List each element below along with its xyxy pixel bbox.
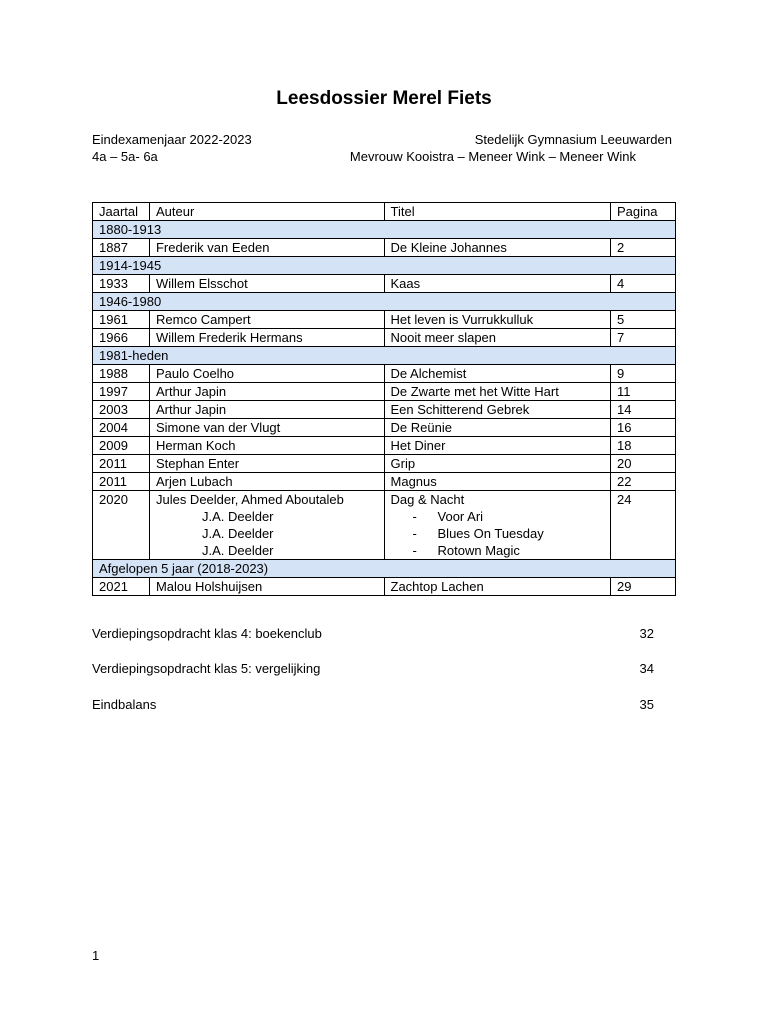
table-header-row <box>93 203 676 221</box>
meta-line-2 <box>92 149 672 167</box>
cell-year: 2020 <box>93 491 150 560</box>
cell-title: Nooit meer slapen <box>384 329 611 347</box>
cell-page: 2 <box>611 239 676 257</box>
header-title: Titel <box>384 203 611 221</box>
period-row <box>93 293 676 311</box>
extra-label: Eindbalans <box>92 697 157 712</box>
header-year: Jaartal <box>93 203 150 221</box>
cell-page: 4 <box>611 275 676 293</box>
cell-page: 11 <box>611 383 676 401</box>
table-row-multi <box>93 491 676 560</box>
cell-title: De Reünie <box>384 419 611 437</box>
sub-title: Blues On Tuesday <box>437 526 544 541</box>
dash-bullet: - <box>412 509 417 524</box>
table-row <box>93 275 676 293</box>
cell-author: Paulo Coelho <box>149 365 384 383</box>
period-row <box>93 221 676 239</box>
cell-title: Zachtop Lachen <box>384 578 611 596</box>
extra-label: Verdiepingsopdracht klas 5: vergelijking <box>92 661 321 676</box>
cell-title: Een Schitterend Gebrek <box>384 401 611 419</box>
cell-author: Remco Campert <box>149 311 384 329</box>
table-row <box>93 578 676 596</box>
cell-title: Grip <box>384 455 611 473</box>
cell-year: 2003 <box>93 401 150 419</box>
header-page: Pagina <box>611 203 676 221</box>
cell-title: Magnus <box>384 473 611 491</box>
cell-page: 14 <box>611 401 676 419</box>
period-row <box>93 347 676 365</box>
cell-page: 7 <box>611 329 676 347</box>
cell-year: 2021 <box>93 578 150 596</box>
cell-year: 1988 <box>93 365 150 383</box>
cell-author: Willem Elsschot <box>149 275 384 293</box>
cell-year: 2011 <box>93 455 150 473</box>
table-row <box>93 473 676 491</box>
cell-page: 24 <box>611 491 676 560</box>
table-row <box>93 401 676 419</box>
period-label: 1880-1913 <box>93 221 676 239</box>
sub-title: Rotown Magic <box>437 543 520 558</box>
document-title: Leesdossier Merel Fiets <box>276 88 492 109</box>
cell-author: Herman Koch <box>149 437 384 455</box>
cell-page: 16 <box>611 419 676 437</box>
sub-author: J.A. Deelder <box>201 543 274 558</box>
reading-table <box>92 202 676 596</box>
cell-year: 1966 <box>93 329 150 347</box>
cell-title: Het leven is Vurrukkulluk <box>384 311 611 329</box>
cell-page: 18 <box>611 437 676 455</box>
sub-title: Voor Ari <box>437 509 484 524</box>
sub-title-item <box>391 508 605 525</box>
cell-page: 22 <box>611 473 676 491</box>
sub-title-item <box>391 525 605 542</box>
dash-bullet: - <box>412 543 417 558</box>
table-row <box>93 383 676 401</box>
period-label: 1981-heden <box>93 347 676 365</box>
table-row <box>93 329 676 347</box>
period-label: Afgelopen 5 jaar (2018-2023) <box>93 560 676 578</box>
cell-author: Arthur Japin <box>149 401 384 419</box>
table-row <box>93 365 676 383</box>
extra-page: 32 <box>639 626 654 641</box>
cell-year: 1887 <box>93 239 150 257</box>
cell-page: 29 <box>611 578 676 596</box>
sub-author: J.A. Deelder <box>201 526 274 541</box>
school-name: Stedelijk Gymnasium Leeuwarden <box>474 132 672 147</box>
table-row <box>93 311 676 329</box>
table-row <box>93 437 676 455</box>
extra-page: 34 <box>639 661 654 676</box>
cell-title: Kaas <box>384 275 611 293</box>
cell-year: 2004 <box>93 419 150 437</box>
period-label: 1946-1980 <box>93 293 676 311</box>
table-row <box>93 239 676 257</box>
cell-author: Malou Holshuijsen <box>149 578 384 596</box>
period-label: 1914-1945 <box>93 257 676 275</box>
table-row <box>93 455 676 473</box>
page-number: 1 <box>92 948 100 963</box>
sub-title-item <box>391 542 605 559</box>
cell-author: Simone van der Vlugt <box>149 419 384 437</box>
class-list: 4a – 5a- 6a <box>92 149 158 164</box>
period-row <box>93 560 676 578</box>
cell-author: Arjen Lubach <box>149 473 384 491</box>
cell-title: De Alchemist <box>384 365 611 383</box>
cell-page: 20 <box>611 455 676 473</box>
cell-title: Het Diner <box>384 437 611 455</box>
dash-bullet: - <box>412 526 417 541</box>
cell-year: 2009 <box>93 437 150 455</box>
period-row <box>93 257 676 275</box>
cell-author: Stephan Enter <box>149 455 384 473</box>
exam-year: Eindexamenjaar 2022-2023 <box>92 132 252 147</box>
cell-title: De Kleine Johannes <box>384 239 611 257</box>
meta-line-1 <box>92 132 672 150</box>
extra-page: 35 <box>639 697 654 712</box>
sub-author: J.A. Deelder <box>201 509 274 524</box>
cell-page: 9 <box>611 365 676 383</box>
extra-label: Verdiepingsopdracht klas 4: boekenclub <box>92 626 322 641</box>
cell-title-multi <box>384 491 611 560</box>
teacher-list: Mevrouw Kooistra – Meneer Wink – Meneer Wink <box>349 149 636 164</box>
cell-page: 5 <box>611 311 676 329</box>
cell-author-multi <box>149 491 384 560</box>
cell-year: 1933 <box>93 275 150 293</box>
cell-author: Willem Frederik Hermans <box>149 329 384 347</box>
cell-year: 1997 <box>93 383 150 401</box>
cell-year: 1961 <box>93 311 150 329</box>
cell-title: De Zwarte met het Witte Hart <box>384 383 611 401</box>
header-author: Auteur <box>149 203 384 221</box>
cell-author: Frederik van Eeden <box>149 239 384 257</box>
author-main: Jules Deelder, Ahmed Aboutaleb <box>155 492 344 507</box>
title-main: Dag & Nacht <box>390 492 465 507</box>
cell-year: 2011 <box>93 473 150 491</box>
cell-author: Arthur Japin <box>149 383 384 401</box>
table-row <box>93 419 676 437</box>
